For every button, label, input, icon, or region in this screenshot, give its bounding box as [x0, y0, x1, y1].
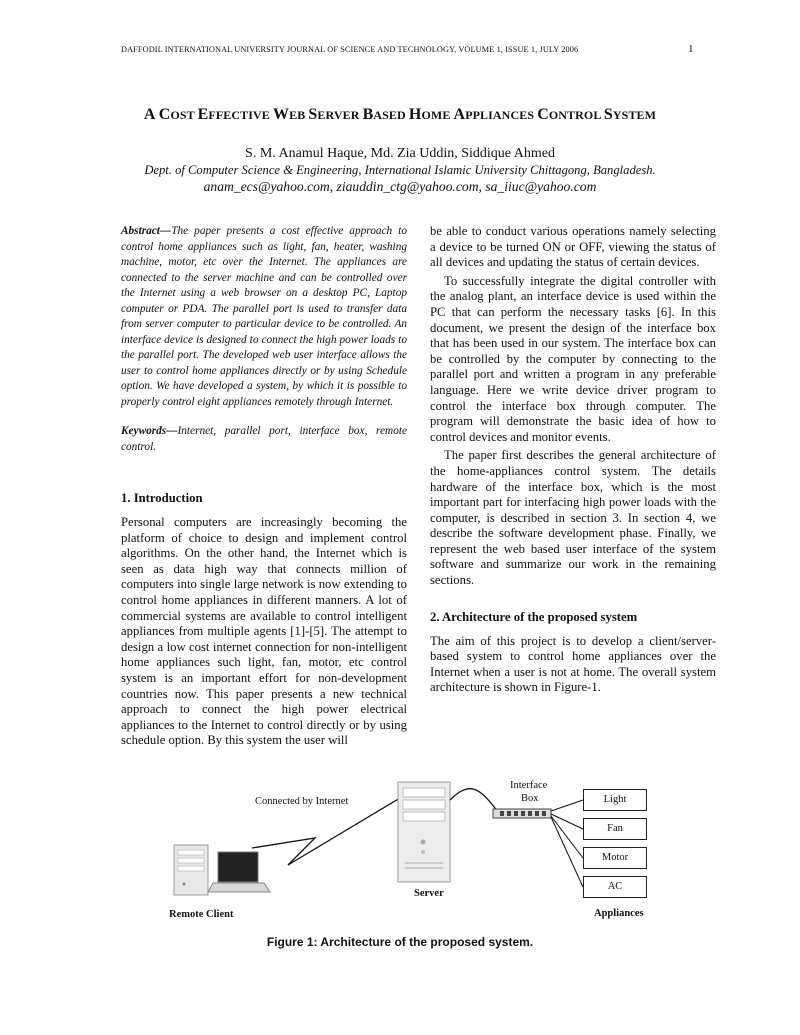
appliance-box-light: Light: [583, 789, 647, 811]
right-column: [430, 224, 716, 696]
figure-caption: Figure 1: Architecture of the proposed system.: [266, 935, 534, 949]
interface-box-icon: [493, 809, 551, 818]
authors: S. M. Anamul Haque, Md. Zia Uddin, Siddique Ahmed: [245, 146, 555, 161]
author-emails: anam_ecs@yahoo.com, ziauddin_ctg@yahoo.com, sa_iiuc@yahoo.com: [203, 179, 597, 194]
page-number: 1: [688, 43, 694, 55]
abstract-label: Abstract—: [121, 225, 172, 237]
keywords: [121, 424, 407, 455]
paper-title: A COST EFFECTIVE WEB SERVER BASED HOME APPLIANCES CONTROL SYSTEM: [143, 106, 657, 123]
keywords-text: Internet, parallel port, interface box, remote control.: [121, 425, 407, 453]
keywords-label: Keywords—: [121, 425, 178, 437]
parallel-cable: [450, 789, 498, 812]
appliance-box-ac: AC: [583, 876, 647, 898]
section-heading-architecture: 2. Architecture of the proposed system: [430, 609, 638, 624]
interface-label-line1: Interface: [510, 780, 548, 791]
appliance-box-fan: Fan: [583, 818, 647, 840]
abstract-text: The paper presents a cost effective approach to control home appliances such as light, fan, heater, washing machine, motor, etc over the Internet. The appliances are connected to the server machine and can be controlled over the Internet using a web browser on a desktop PC, Laptop computer or PDA. The parallel port is used to transfer data from server computer to particular device to be controlled. An interface device is designed to connect the high power loads to the parallel port. The developed web user interface allows the user to control home appliances directly or by using Schedule option. We have developed a system, by which it is possible to properly control eight appliances remotely through Internet.: [121, 225, 407, 408]
server-icon: [398, 782, 450, 882]
section-heading-introduction: 1. Introduction: [121, 491, 203, 505]
server-label: Server: [414, 888, 444, 899]
paragraph-continued: be able to conduct various operations namely selecting a device to be turned ON or OFF, viewing the status of all devices and updating the status of certain devices.: [430, 224, 716, 270]
paragraph-interface: To successfully integrate the digital controller with the analog plant, an interface device is used within the PC that can perform the necessary tasks [6]. In this document, we present the design of the interface box that has been used in our system. The interface box can be controlled by the computer by connecting to the parallel port and written a program in any preferable language. Here we write device driver program to control the interface box through computer. The program will demonstrate the basic idea of how to control devices and monitor events.: [430, 273, 716, 444]
architecture-paragraph: The aim of this project is to develop a client/server-based system to control home appliances over the Internet when a user is not at home. The overall system architecture is shown in Figure-1.: [430, 633, 716, 695]
appliance-box-motor: Motor: [583, 847, 647, 869]
remote-client-icon: [174, 845, 270, 895]
connected-by-internet-label: Connected by Internet: [255, 796, 349, 807]
remote-client-label: Remote Client: [169, 909, 234, 920]
interface-label-line2: Box: [521, 793, 539, 804]
paragraph-outline: The paper first describes the general architecture of the home-appliances control system. The details hardware of the interface box, which is the most important part for interfacing high power loads with the computer, is described in section 3. In section 4, we describe the software development phase. Finally, we represent the web based user interface of the system software and summarize our work in the remaining sections.: [430, 448, 716, 588]
appliances-label: Appliances: [594, 908, 644, 919]
introduction-paragraph: Personal computers are increasingly becoming the platform of choice to design and implement control algorithms. On the other hand, the Internet which is seen as data high way that connects million of computers into single large network is now extending to control home appliances in different manners. A lot of commercial systems are available to control intelligent appliances from multiple agents [1]-[5]. The attempt to design a low cost internet connection for non-intelligent home appliances such light, fan, motor, etc control system is an important effort for non-development countries now. This paper presents a new technical approach to connect the high power electrical appliances to the Internet to control directly or by using schedule option. By this system the user will: [121, 515, 407, 748]
running-header: DAFFODIL INTERNATIONAL UNIVERSITY JOURNAL OF SCIENCE AND TECHNOLOGY, VOLUME 1, ISSUE 1, JULY 2006: [121, 45, 579, 54]
left-column: [121, 224, 407, 749]
abstract: [121, 224, 407, 410]
affiliation: Dept. of Computer Science & Engineering, International Islamic University Chittagong, Bangladesh.: [144, 163, 656, 177]
